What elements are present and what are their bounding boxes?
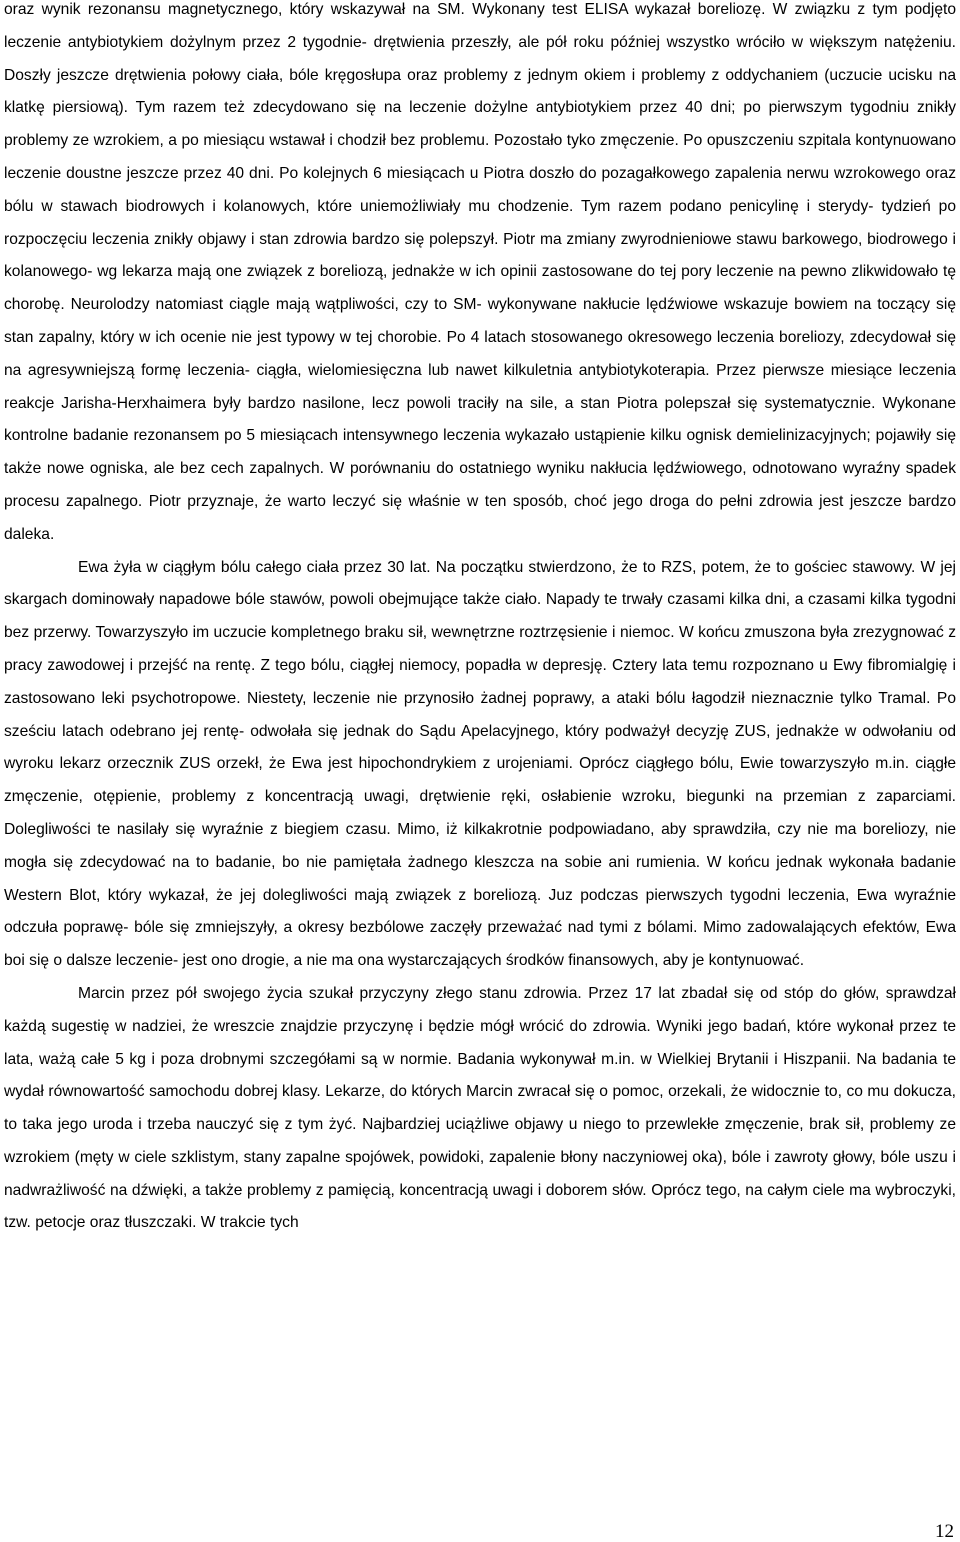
paragraph-marcin: Marcin przez pół swojego życia szukał przyczyny złego stanu zdrowia. Przez 17 lat zbadał się od stóp do głów, sprawdzał każdą sugestię w nadziei, że wreszcie znajdzie przyczynę i będzie mógł wrócić do zdrowia. Wyniki jego badań, które wykonał przez te lata, ważą całe 5 kg i poza drobnymi szczegółami są w normie. Badania wykonywał m.in. w Wielkiej Brytanii i Hiszpanii. Na badania te wydał równowartość samochodu dobrej klasy. Lekarze, do których Marcin zwracał się o pomoc, orzekali, że widocznie to, co mu dokucza, to taka jego uroda i trzeba nauczyć się z tym żyć. Najbardziej uciążliwe objawy u niego to przewlekłe zmęczenie, brak sił, problemy ze wzrokiem (męty w ciele szklistym, stany zapalne spojówek, powidoki, zapalenie błony naczyniowej oka), bóle i zawroty głowy, bóle uszu i nadwrażliwość na dźwięki, a także problemy z pamięcią, koncentracją uwagi i doborem słów. Oprócz tego, na całym ciele ma wybroczyki, tzw. petocje oraz tłuszczaki. W trakcie tych xyxy=(4,984,956,1232)
page-number: 12 xyxy=(935,1521,954,1542)
paragraph-piotr: oraz wynik rezonansu magnetycznego, który wskazywał na SM. Wykonany test ELISA wykazał boreliozę. W związku z tym podjęto leczenie antybiotykiem dożylnym przez 2 tygodnie- drętwienia przeszły, ale pół roku później wszystko wróciło w większym natężeniu. Doszły jeszcze drętwienia połowy ciała, bóle kręgosłupa oraz problemy z jednym okiem i problemy z oddychaniem (uczucie ucisku na klatkę piersiową). Tym razem też zdecydowano się na leczenie dożylne antybiotykiem przez 40 dni; po pierwszym tygodniu znikły problemy ze wzrokiem, a po miesiącu wstawał i chodził bez problemu. Pozostało tyko zmęczenie. Po opuszczeniu szpitala kontynuowano leczenie doustne jeszcze przez 40 dni. Po kolejnych 6 miesiącach u Piotra doszło do pozagałkowego zapalenia nerwu wzrokowego oraz bólu w stawach biodrowych i kolanowych, które uniemożliwiały mu chodzenie. Tym razem podano penicylinę i sterydy- tydzień po rozpoczęciu leczenia znikły objawy i stan zdrowia bardzo się polepszył. Piotr ma zmiany zwyrodnieniowe stawu barkowego, biodrowego i kolanowego- wg lekarza mają one związek z boreliozą, jednakże w ich opinii zastosowane do tej pory leczenie na pewno zlikwidowało tę chorobę. Neurolodzy natomiast ciągle mają wątpliwości, czy to SM- wykonywane nakłucie lędźwiowe wskazuje bowiem na toczący się stan zapalny, który w ich ocenie nie jest typowy w tej chorobie. Po 4 latach stosowanego okresowego leczenia boreliozy, zdecydował się na agresywniejszą formę leczenia- ciągła, wielomiesięczna lub nawet kilkuletnia antybiotykoterapia. Przez pierwsze miesiące leczenia reakcje Jarisha-Herxhaimera były bardzo nasilone, lecz powoli traciły na sile, a stan Piotra polepszał się systematycznie. Wykonane kontrolne badanie rezonansem po 5 miesiącach intensywnego leczenia wykazało ustąpienie kilku ognisk demielinizacyjnych; pojawiły się także nowe ogniska, ale bez cech zapalnych. W porównaniu do ostatniego wyniku nakłucia lędźwiowego, odnotowano wyraźny spadek procesu zapalnego. Piotr przyznaje, że warto leczyć się właśnie w ten sposób, choć jego droga do pełni zdrowia jest jeszcze bardzo daleka. xyxy=(4,1,956,543)
document-body xyxy=(4,0,956,1240)
paragraph-ewa: Ewa żyła w ciągłym bólu całego ciała przez 30 lat. Na początku stwierdzono, że to RZS, potem, że to gościec stawowy. W jej skargach dominowały napadowe bóle stawów, powoli obejmujące także ciało. Napady te trwały czasami kilka dni, a czasami kilka tygodni bez przerwy. Towarzyszyło im uczucie kompletnego braku sił, wewnętrzne roztrzęsienie i niemoc. W końcu zmuszona była zrezygnować z pracy zawodowej i przejść na rentę. Z tego bólu, ciągłej niemocy, popadła w depresję. Cztery lata temu rozpoznano u Ewy fibromialgię i zastosowano leki psychotropowe. Niestety, leczenie nie przynosiło żadnej poprawy, a ataki bólu łagodził nieznacznie tylko Tramal. Po sześciu latach odebrano jej rentę- odwołała się jednak do Sądu Apelacyjnego, który podważył decyzję ZUS, jednakże w odwołaniu od wyroku lekarz orzecznik ZUS orzekł, że Ewa jest hipochondrykiem z urojeniami. Oprócz ciągłego bólu, Ewie towarzyszyło m.in. ciągłe zmęczenie, otępienie, problemy z koncentracją uwagi, drętwienie ręki, osłabienie wzroku, biegunki na przemian z zaparciami. Dolegliwości te nasilały się wyraźnie z biegiem czasu. Mimo, iż kilkakrotnie podpowiadano, aby sprawdziła, czy nie ma boreliozy, nie mogła się zdecydować na to badanie, bo nie pamiętała żadnego kleszcza na sobie ani rumienia. W końcu jednak wykonała badanie Western Blot, który wykazał, że jej dolegliwości mają związek z boreliozą. Juz podczas pierwszych tygodni leczenia, Ewa wyraźnie odczuła poprawę- bóle się zmniejszyły, a okresy bezbólowe zaczęły przeważać nad tymi z bólami. Mimo zadowalających efektów, Ewa boi się o dalsze leczenie- jest ono drogie, a nie ma ona wystarczających środków finansowych, aby je kontynuować. xyxy=(4,558,956,970)
